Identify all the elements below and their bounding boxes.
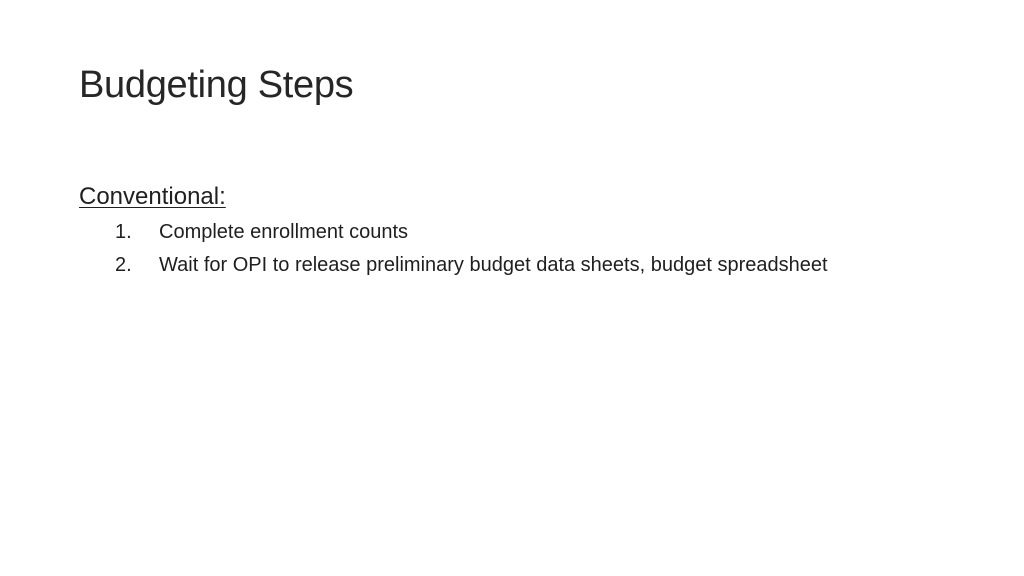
- step-number: 1.: [115, 221, 132, 243]
- slide-content: [79, 180, 979, 282]
- slide-title: Budgeting Steps: [79, 64, 354, 106]
- step-number: 2.: [115, 254, 132, 276]
- section-heading: Conventional:: [79, 183, 226, 210]
- list-item: [79, 249, 979, 282]
- list-item: [79, 216, 979, 249]
- step-text: Complete enrollment counts: [159, 221, 409, 243]
- step-text: Wait for OPI to release preliminary budget data sheets, budget spreadsheet: [159, 254, 828, 276]
- steps-list: [79, 216, 979, 282]
